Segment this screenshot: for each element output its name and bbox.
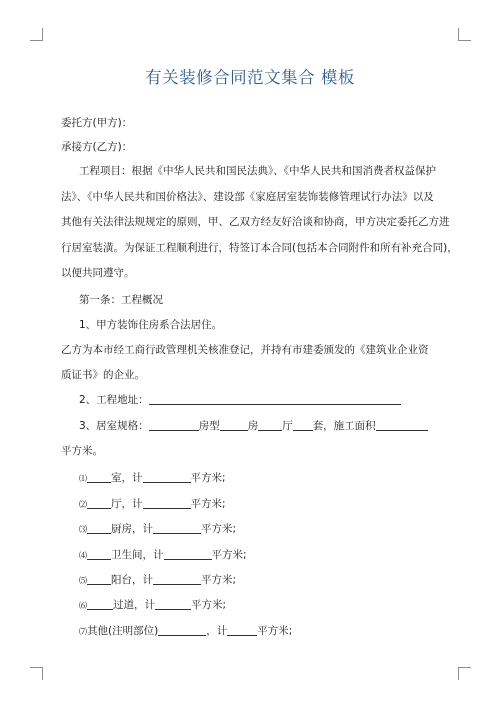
intro-line-4: 行居室装潢。为保证工程顺利进行，特签订本合同(包括本合同附件和所有补充合同)，	[61, 242, 458, 254]
room-name: 其他(注明部位)	[87, 625, 159, 637]
party-b-line: 承接方(乙方)：	[61, 141, 133, 153]
bathroom-count-blank[interactable]	[87, 548, 111, 560]
calc-label: ，计	[132, 574, 153, 586]
qualification-line-2: 质证书》的企业。	[61, 369, 145, 381]
item-mark: ⑸	[79, 576, 87, 585]
item-mark: ⑴	[79, 474, 87, 483]
address-label: 2、工程地址：	[79, 394, 149, 406]
unit-label: 平方米;	[211, 549, 247, 561]
item-3-specs	[79, 418, 428, 433]
item-2-address	[79, 392, 401, 407]
room-item-4	[79, 547, 247, 562]
room-name: 过道	[113, 599, 134, 611]
crop-mark-bottom-left	[30, 667, 43, 680]
room-count-blank[interactable]	[87, 471, 111, 483]
unit-label: 平方米;	[201, 523, 237, 535]
unit-label: 平方米;	[190, 498, 226, 510]
kitchen-count-blank[interactable]	[87, 522, 111, 534]
hall-count-blank[interactable]	[87, 497, 111, 509]
calc-label: ，计	[121, 472, 143, 484]
room-count-blank[interactable]	[220, 419, 248, 431]
calc-label: ，计	[134, 599, 155, 611]
room-item-7	[79, 623, 292, 638]
item-mark: ⑷	[79, 551, 87, 560]
corridor-count-blank[interactable]	[87, 598, 113, 610]
calc-label: ，计	[121, 498, 143, 510]
location-blank[interactable]	[158, 624, 206, 636]
area-blank[interactable]	[155, 598, 191, 610]
unit-label: 平方米;	[201, 574, 237, 586]
room-name: 卫生间	[111, 549, 143, 561]
room-item-1	[79, 470, 226, 485]
crop-mark-top-left	[30, 28, 43, 41]
item-3-unit: 平方米。	[61, 445, 103, 457]
hall-count-blank[interactable]	[258, 419, 282, 431]
area-blank[interactable]	[143, 471, 191, 483]
crop-mark-bottom-right	[458, 667, 471, 680]
intro-line-3: 其他有关法律法规规定的原则，甲、乙双方经友好洽谈和协商，甲方决定委托乙方进	[61, 216, 450, 228]
intro-line-5: 以便共同遵守。	[61, 267, 135, 279]
item-1: 1、甲方装饰住房系合法居住。	[79, 319, 223, 331]
specs-label: 3、居室规格：	[79, 420, 149, 432]
area-blank[interactable]	[153, 522, 201, 534]
area-label: 套，施工面积	[312, 420, 376, 432]
area-blank[interactable]	[143, 497, 191, 509]
article-1-heading: 第一条：工程概况	[79, 294, 163, 306]
room-name: 室	[111, 472, 122, 484]
room-item-5	[79, 572, 236, 587]
unit-label: 平方米;	[190, 472, 226, 484]
crop-mark-top-right	[458, 28, 471, 41]
house-type-blank[interactable]	[149, 419, 199, 431]
room-name: 厅	[111, 498, 122, 510]
house-type-label: 房型	[198, 420, 220, 432]
room-item-3	[79, 521, 236, 536]
hall-label: 厅	[282, 420, 293, 432]
item-mark: ⑵	[79, 500, 87, 509]
intro-line-1: 工程项目：根据《中华人民共和国民法典》、《中华人民共和国消费者权益保护	[79, 165, 436, 177]
item-mark: ⑹	[79, 601, 87, 610]
area-blank[interactable]	[376, 419, 428, 431]
room-name: 厨房	[111, 523, 132, 535]
document-title: 有关装修合同范文集合 模板	[145, 68, 355, 87]
area-blank[interactable]	[227, 624, 257, 636]
unit-label: 平方米;	[257, 625, 293, 637]
area-blank[interactable]	[164, 548, 212, 560]
calc-label: ，计	[132, 523, 153, 535]
item-mark: ⑶	[79, 525, 87, 534]
item-mark: ⑺	[79, 627, 87, 636]
room-item-6	[79, 597, 226, 612]
calc-label: ，计	[142, 549, 164, 561]
party-a-line: 委托方(甲方)：	[61, 117, 133, 129]
address-blank[interactable]	[149, 393, 401, 405]
room-item-2	[79, 496, 226, 511]
room-name: 阳台	[111, 574, 132, 586]
room-label: 房	[247, 420, 259, 432]
balcony-count-blank[interactable]	[87, 573, 111, 585]
calc-label: ，计	[206, 625, 228, 637]
qualification-line-1: 乙方为本市经工商行政管理机关核准登记，并持有市建委颁发的《建筑业企业资	[61, 344, 429, 356]
intro-line-2: 法》、《中华人民共和国价格法》、建设部《家庭居室装饰装修管理试行办法》以及	[61, 191, 434, 203]
set-count-blank[interactable]	[293, 419, 313, 431]
unit-label: 平方米;	[191, 599, 227, 611]
area-blank[interactable]	[153, 573, 201, 585]
